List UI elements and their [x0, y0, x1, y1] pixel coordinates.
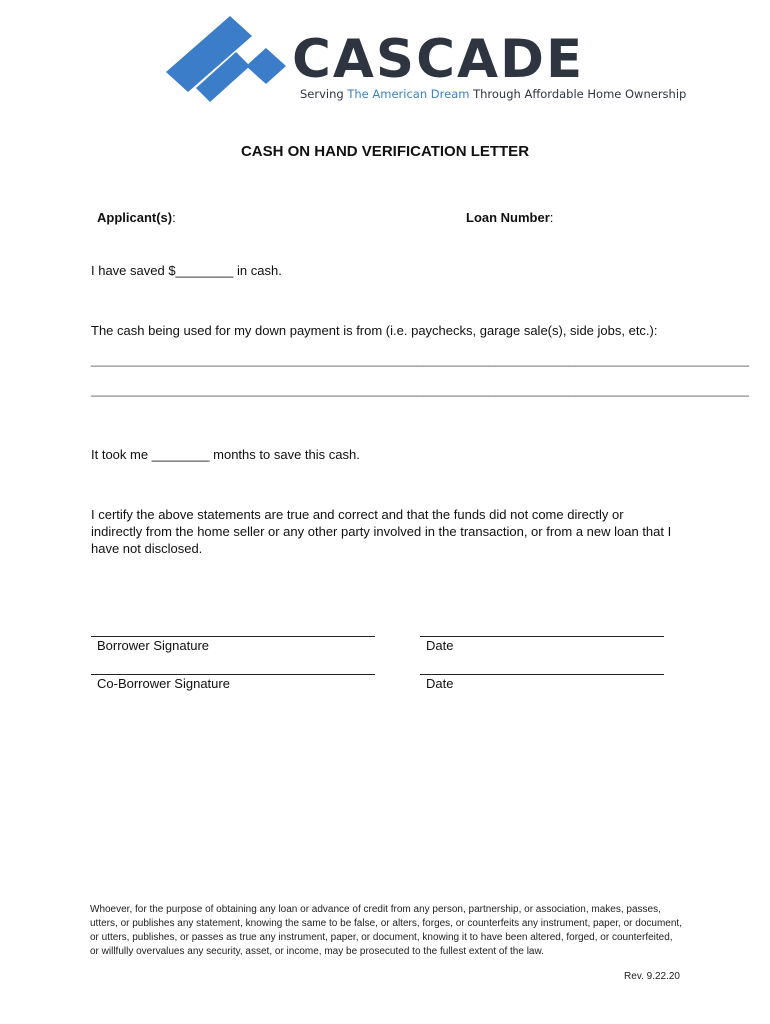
- months-saved-line: It took me ________ months to save this cash.: [91, 447, 360, 462]
- borrower-signature-line[interactable]: [91, 636, 375, 637]
- coborrower-signature-label: Co-Borrower Signature: [97, 676, 230, 691]
- borrower-date-label: Date: [426, 638, 454, 653]
- logo-wordmark: CASCADE: [292, 29, 585, 90]
- legal-disclaimer: Whoever, for the purpose of obtaining any loan or advance of credit from any person, partnership, or association, makes, passes, utters, or publishes any statement, knowing the same to be false, or alters, forges, or counterfeits any instrument, paper, or document, or utters, publishes, or passes as true any instrument, paper, or document, knowing it to have been altered, forged, or counterfeited, or willfully overvalues any security, asset, or income, may be prosecuted to the fullest extent of the law.: [90, 904, 682, 957]
- cascade-logo-icon: [166, 16, 296, 102]
- logo-tagline: Serving The American Dream Through Affordable Home Ownership: [300, 87, 687, 101]
- document-title: CASH ON HAND VERIFICATION LETTER: [240, 143, 530, 160]
- cash-source-prompt: The cash being used for my down payment is from (i.e. paychecks, garage sale(s), side jobs, etc.):: [91, 323, 658, 338]
- applicant-label: Applicant(s):: [97, 210, 176, 225]
- borrower-date-line[interactable]: [420, 636, 664, 637]
- certification-statement: I certify the above statements are true and correct and that the funds did not come directly or indirectly from the home seller or any other party involved in the transaction, or from a new loan that I have not disclosed.: [91, 507, 672, 556]
- revision-number: Rev. 9.22.20: [624, 971, 680, 982]
- blank-line: ___________________________________________________________________________________________: [91, 382, 749, 397]
- loan-number-label: Loan Number:: [466, 210, 554, 225]
- borrower-signature-label: Borrower Signature: [97, 638, 209, 653]
- coborrower-date-label: Date: [426, 676, 454, 691]
- saved-amount-line: I have saved $________ in cash.: [91, 263, 282, 278]
- coborrower-signature-line[interactable]: [91, 674, 375, 675]
- coborrower-date-line[interactable]: [420, 674, 664, 675]
- blank-line: ___________________________________________________________________________________________: [91, 352, 749, 367]
